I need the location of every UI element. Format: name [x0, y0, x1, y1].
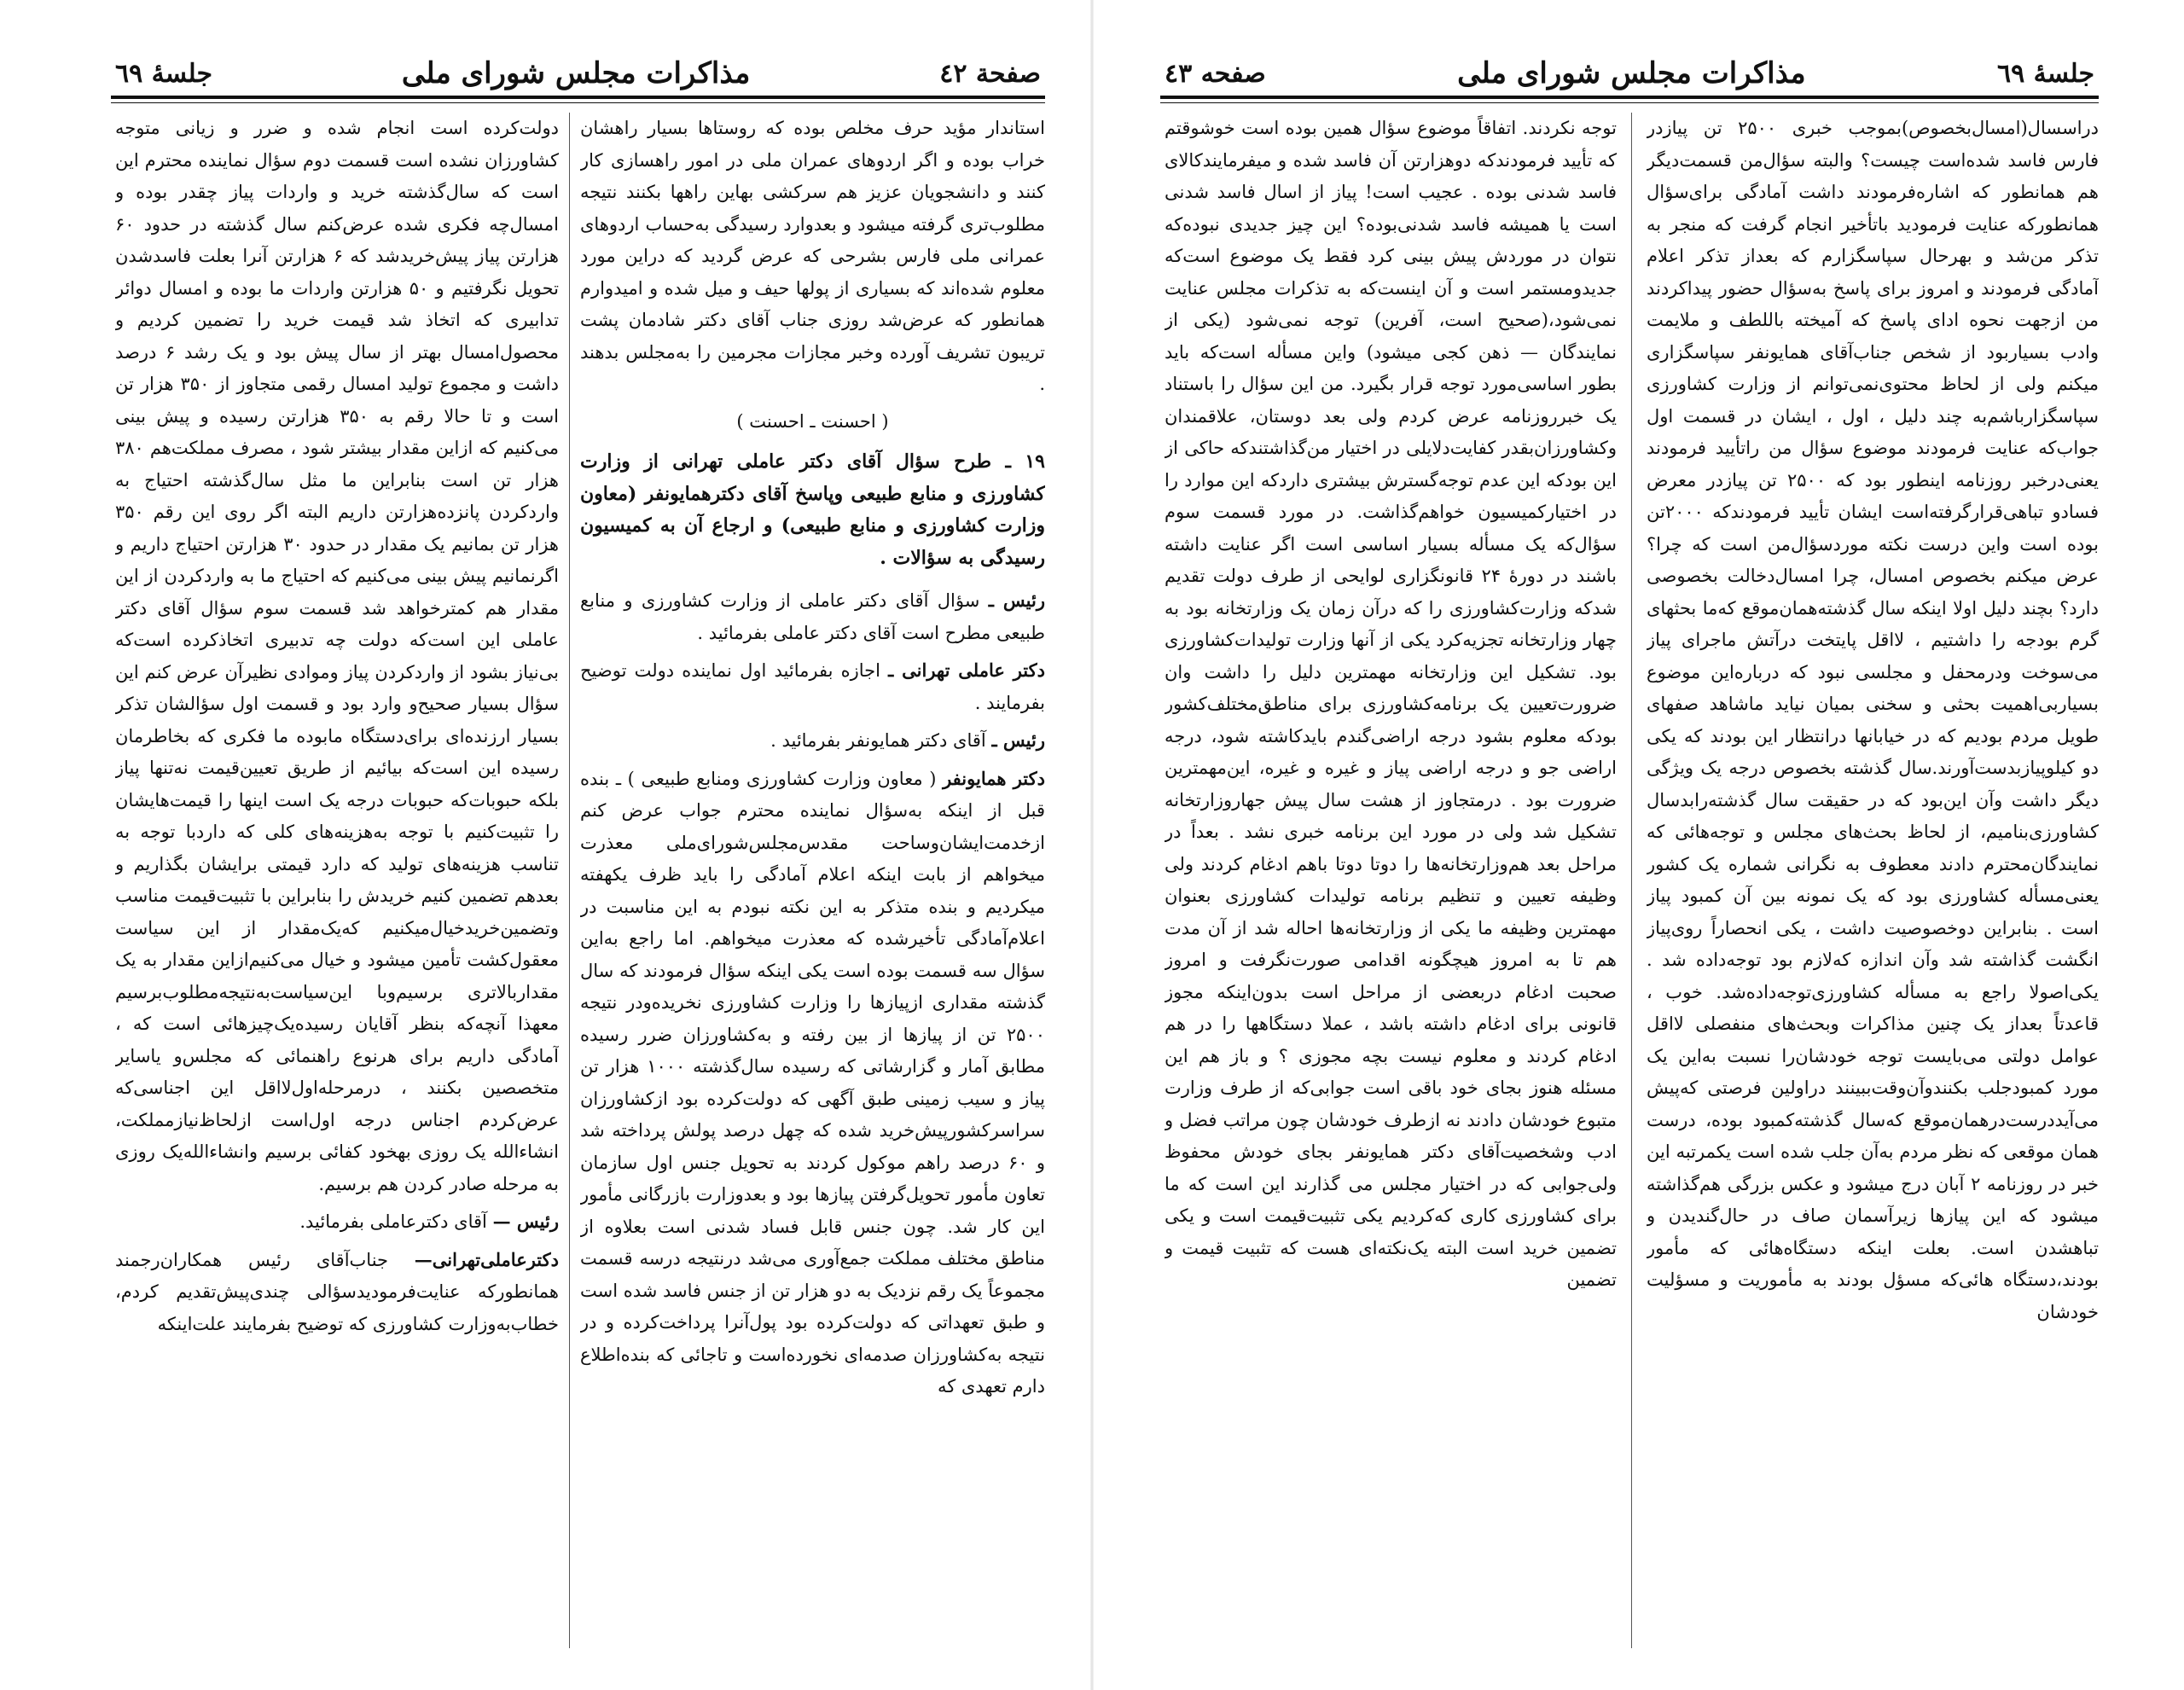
speech-paragraph [115, 1244, 559, 1341]
paragraph: دراسسال(امسال‌بخصوص)بموجب خبری ۲۵۰۰ تن پیازدر فارس فاسد شده‌است چیست؟ والبته سؤال‌من قسمت‌دیگر هم همانطور که اشاره‌فرمودند داشت آمادگی برای‌سؤال همانطور‌که عنایت فرمودید باتأخیر انجام گرفت که منجر به تذکر من‌شد و بهرحال سپاسگزارم که بعداز تذکر اعلام آمادگی فرمودند و امروز برای پاسخ به‌سؤال حضور پیداکردند من ازجهت نحوه ادای پاسخ که آمیخته باللطف و ملایمت وادب بسیاربود از شخص جناب‌آقای همایونفر سپاسگزاری میکنم ولی از لحاظ محتوی‌نمی‌توانم از وزارت کشاورزی سپاسگزارباشم‌به چند دلیل ، اول ، ایشان در قسمت اول جواب‌که عنایت فرمودند موضوع سؤال من را‌تأیید فرمودند یعنی‌درخبر روزنامه اینطور بود که ۲۵۰۰ تن پیازدر معرض فسادو تباهی‌قرارگرفته‌است ایشان تأیید فرمودند‌که ۲۰۰۰تن بوده است واین درست نکته موردسؤال‌من است که چرا؟ عرض میکنم بخصوص امسال، چرا امسال‌دخالت بخصوصی دارد؟ بچند دلیل اولا اینکه سال گذشته‌همان‌موقع که‌ما بحثهای گرم بودجه را داشتیم ، لااقل پایتخت درآتش ماجرای پیاز می‌سوخت ودرمحفل و مجلسی نبود که درباره‌این موضوع بسیاربی‌اهمیت بحثی و سخنی بمیان نیاید ماشاهد صفهای طویل مردم بودیم که در خیابانها درانتظار این بودند که یکی دو کیلوپیازبدست‌آورند.سال گذشته بخصوص درجه یک ویژگی دیگر داشت وآن این‌بود که در حقیقت سال گذشته‌رابدسال کشاورزی‌بنامیم، از لحاظ بحث‌های مجلس و توجه‌هائی که نمایندگان‌محترم دادند معطوف به نگرانی شماره یک کشور یعنی‌مسأله کشاورزی بود که یک نمونه بین آن کمبود پیاز است . بنابراین دوخصوصیت داشت ، یکی انحصاراً روی‌پیاز انگشت گذاشته شد وآن اندازه که‌لازم بود توجه‌داده شد . یکی‌اصولا راجع به مسأله کشاورزی‌توجه‌داده‌شد. خوب ، قاعدتاً بعداز یک چنین مذاکرات وبحث‌های منفصلی لااقل عوامل دولتی می‌بایست توجه خودشان‌را نسبت به‌این یک مورد کمبودجلب بکنندوآن‌وقت‌ببینند دراولین فرصتی که‌پیش می‌آیددرست‌درهمان‌موقع که‌سال گذشته‌کمبود بوده، درست همان موقعی که نظر مردم به‌آن جلب شده است یکمرتبه این خبر در روزنامه ۲ آبان درج میشود و عکس بزرگی هم‌گذاشته میشود که این پیازها زیرآسمان صاف در حال‌گندیدن و تباهشدن است. بعلت اینکه دستگاه‌هائی که مأمور بودند،دستگاه هائی‌که مسؤل بودند به مأموریت و مسؤلیت خودشان [1647, 118, 2099, 1322]
left-header-rule-thin [111, 102, 1045, 103]
speech-text: اجازه بفرمائید اول نماینده دولت توضیح بفرمایند . [580, 660, 1045, 713]
speech-paragraph [580, 654, 1045, 719]
left-page-column-left [115, 113, 559, 1656]
right-header-rule-thin [1160, 102, 2099, 103]
applause-note: ( احسنت ـ احسنت ) [736, 410, 889, 432]
speaker-name: دکتر عاملی تهرانی ـ [888, 659, 1045, 681]
speech-paragraph [580, 763, 1045, 1403]
speech-text: جناب‌آقای رئیس همکاران‌رجمند همانطور‌که عنایت‌فرمودیدسؤالی چندی‌پیش‌تقدیم کردم، خطاب‌به‌وزارت کشاورزی که توضیح بفرمایند علت‌اینکه [115, 1249, 559, 1334]
agenda-item-heading: ۱۹ ـ طرح سؤال آقای دکتر عاملی تهرانی از وزارت کشاورزی و منابع طبیعی وپاسخ آقای دکترهمایونفر (معاون وزارت کشاورزی و منابع طبیعی) و ارجاع آن به کمیسیون رسیدگی به سؤالات . [580, 450, 1045, 569]
speech-paragraph [580, 724, 1045, 758]
speaker-name: رئیس ـ [988, 589, 1045, 611]
speech-text: آقای دکتر همایونفر بفرمائید . [770, 730, 986, 751]
left-page-number: صفحة ٤٢ [939, 58, 1041, 89]
right-page-title: مذاکرات مجلس شورای ملی [1457, 56, 1806, 90]
left-page-column-right [580, 113, 1045, 1656]
speech-text: سؤال آقای دکتر عاملی از وزارت کشاورزی و منابع طبیعی مطرح است آقای دکتر عاملی بفرمائید . [580, 590, 1045, 643]
left-column-divider [569, 113, 570, 1648]
right-page-column-right [1647, 113, 2099, 1656]
speech-paragraph [580, 584, 1045, 649]
speaker-name: دکترعاملی‌تهرانی— [414, 1248, 559, 1270]
speaker-name: رئیس ـ [991, 729, 1045, 751]
left-header-rule [111, 96, 1045, 99]
right-page [1092, 0, 2184, 1690]
paragraph: توجه نکردند. اتفاقاً موضوع سؤال همین بوده است خوشوقتم که تأیید فرمودند‌که دوهزارتن آن فاسد شده و میفرمایند‌کالای فاسد شدنی بوده . عجیب است! پیاز از اسال فاسد شدنی است یا همیشه فاسد شدنی‌بوده؟ این چیز جدیدی نبوده‌که نتوان در موردش پیش بینی کرد فقط یک موضوع است‌که جدیدومستمر است و آن اینست‌که به تذکرات مجلس عنایت نمی‌شود،(صحیح است، آفرین) توجه نمی‌شود (یکی از نمایندگان — ذهن کجی میشود) واین مسأله است‌که باید بطور اساسی‌مورد توجه قرار بگیرد. من این سؤال را باستناد یک خبرروزنامه عرض کردم ولی بعد دوستان، علاقمندان وکشاورزان‌بقدر کفایت‌دلایلی در اختیار من‌گذاشتند‌که حاکی از این بود‌که این عدم توجه‌گسترش بیشتری داردکه این موارد را در اختیار‌کمیسیون خواهم‌گذاشت. در مورد قسمت سوم سؤال‌که یک مسأله بسیار اساسی است اگر عنایت داشته باشند در دورهٔ ۲۴ قانونگزاری لوایحی از طرف دولت تقدیم شد‌که وزارت‌کشاورزی را که در‌آن زمان یک وزارتخانه بود به چهار وزارتخانه تجزیه‌کرد یکی از آنها وزارت تولیدات‌کشاورزی بود. تشکیل این وزارتخانه مهمترین دلیل را داشت وان ضرورت‌تعیین یک برنامه‌کشاورزی برای مناطق‌مختلف‌کشور بود‌که معلوم بشود درجه اراضی‌گندم بایدکاشته شود، درجه اراضی جو و درجه اراضی پیاز و غیره و غیره، این‌مهمترین ضرورت بود . درمتجاوز از هشت سال پیش جهاروزارتخانه تشکیل شد ولی در مورد این برنامه خبری نشد . بعداً در مراحل بعد هم‌وزارتخانه‌ها را دوتا دوتا باهم ادغام کردند ولی وظیفه تعیین و تنظیم برنامه تولیدات کشاورزی بعنوان مهمترین وظیفه ما یکی از وزارتخانه‌ها احاله شد از آن مدت هم تا به امروز هیچگونه اقدامی صورت‌نگرفت و امروز صحبت ادغام دربعضی از مراحل است بدون‌اینکه مجوز قانونی برای ادغام داشته باشد ، عملا دستگاهها را در هم ادغام کردند و معلوم نیست بچه مجوزی ؟ و باز هم این مسئله هنوز بجای خود باقی است جوابی‌که از طرف وزارت متبوع خودشان دادند نه ازطرف خودشان چون مراتب فضل و ادب وشخصیت‌آقای دکتر همایونفر بجای خودش محفوظ ولی‌جوابی که در اختیار مجلس می گذارند این است که ما برای کشاورزی کاری که‌کردیم یکی تثبیت‌قیمت است و یکی تضمین خرید است البته یک‌نکته‌ای هست که تثبیت قیمت و تضمین [1165, 118, 1617, 1290]
speaker-name: رئیس — [492, 1211, 559, 1232]
speaker-name: دکتر همایونفر [943, 767, 1045, 789]
right-page-number: صفحه ٤٣ [1165, 58, 1266, 89]
right-page-header [1165, 53, 2094, 94]
speech-text: ( معاون وزارت کشاورزی ومنابع طبیعی ) ـ بنده قبل از اینکه به‌سؤال نماینده محترم جواب عرض کنم ازخدمت‌ایشان‌وساحت مقدس‌مجلس‌شورای‌ملی معذرت میخواهم از بابت اینکه اعلام آمادگی را باید ظرف یکهفته میکردیم و بنده متذکر به این نکته نبودم به این مناسبت در اعلام‌آمادگی تأخیرشده که معذرت میخواهم. اما راجع به‌این سؤال سه قسمت بوده است یکی اینکه سؤال فرمودند که سال گذشته مقداری ازپیازها را وزارت کشاورزی نخریده‌ودر نتیجه ۲۵۰۰ تن از پیازها از بین رفته و به‌کشاورزان ضرر رسیده مطابق آمار و گزارشاتی که رسیده سال‌گذشته ۱۰۰۰ هزار تن پیاز و سیب زمینی طبق آگهی که دولت‌کرده بود ازکشاورزان سراسرکشورپیش‌خرید شده که چهل درصد پولش پرداخته شد و ۶۰ درصد راهم موکول کردند به تحویل جنس اول سازمان تعاون مأمور تحویل‌گرفتن پیازها بود و بعدوزارت بازرگانی مأمور این کار شد. چون جنس قابل فساد شدنی است بعلاوه از مناطق مختلف مملکت جمع‌آوری می‌شد درنتیجه درسه قسمت مجموعاً یک رقم نزدیک به دو هزار تن از جنس فاسد شده است و طبق تعهداتی که دولت‌کرده بود پول‌آنرا پرداخت‌کرده و در نتیجه به‌کشاورزان صدمه‌ای نخورده‌است و تاجائی که بنده‌اطلاع دارم تعهدی که [580, 768, 1045, 1397]
left-session-label: جلسهٔ ٦٩ [115, 58, 213, 89]
right-header-rule [1160, 96, 2099, 99]
right-column-divider [1631, 113, 1632, 1648]
right-session-label: جلسهٔ ٦٩ [1996, 58, 2094, 89]
right-page-column-left [1165, 113, 1617, 1656]
speech-paragraph [115, 1205, 559, 1239]
paragraph: استاندار مؤید حرف مخلص بوده که روستاها بسیار راهشان خراب بوده و اگر اردوهای عمران ملی در امور راهسازی کار کنند و دانشجویان عزیز هم سرکشی بهاین راهها بکنند نتیجه مطلوب‌تری گرفته میشود و بعدوارد رسیدگی به‌حساب اردوهای عمرانی ملی فارس بشرحی که عرض گردید که دراین مورد معلوم شده‌اند که بسیاری از پولها حیف و میل شده و امیدوارم همانطور که عرض‌شد روزی جناب آقای دکتر شادمان پشت تریبون تشریف آورده وخبر مجازات مجرمین را به‌مجلس بدهند . [580, 118, 1045, 394]
speech-text: آقای دکترعاملی بفرمائید. [299, 1211, 487, 1232]
left-page-title: مذاکرات مجلس شورای ملی [401, 56, 751, 90]
left-page-header [115, 53, 1041, 94]
paragraph: دولت‌کرده است انجام شده و ضرر و زیانی متوجه کشاورزان نشده است قسمت دوم سؤال نماینده محترم این است که سال‌گذشته خرید و واردات پیاز چقدر بوده و امسال‌چه فکری شده عرض‌کنم سال گذشته در حدود ۶۰ هزارتن پیاز پیش‌خرید‌شد که ۶ هزارتن آنرا بعلت فاسدشدن تحویل نگرفتیم و ۵۰ هزارتن واردات ما بوده و امسال دوائر تدابیری که اتخاذ شد قیمت خرید را تضمین کردیم و محصول‌امسال بهتر از سال پیش بود و یک رشد ۶ درصد داشت و مجموع تولید امسال رقمی متجاوز از ۳۵۰ هزار تن است و تا حالا رقم به ۳۵۰ هزارتن رسیده و پیش بینی می‌کنیم که ازاین مقدار بیشتر شود ، مصرف مملکت‌هم ۳۸۰ هزار تن است بنابراین ما مثل سال‌گذشته احتیاج به واردکردن پانزده‌هزارتن داریم البته اگر روی این رقم ۳۵۰ هزار تن بمانیم یک مقدار در حدود ۳۰ هزارتن احتیاج داریم و اگرنمانیم پیش بینی می‌کنیم که احتیاج ما به واردکردن از این مقدار هم کمترخواهد شد قسمت سوم سؤال آقای دکتر عاملی این است‌که دولت چه تدبیری اتخاذ‌کرده است‌که بی‌نیاز بشود از واردکردن پیاز وموادی نظیرآن عرض کنم این سؤال بسیار صحیح‌و وارد بود و قسمت اول سؤالشان تذکر بسیار ارزنده‌ای برای‌دستگاه مابوده ما فکری که بخاطرمان رسیده این است‌که بیائیم از طریق تعیین‌قیمت نه‌تنها پیاز بلکه حبوبات‌که حبوبات درجه یک است اینها را قیمت‌هایشان را تثبیت‌کنیم با توجه به‌هزینه‌های کلی که داردبا توجه به تناسب هزینه‌های تولید که دارد قیمتی برایشان بگذاریم و بعدهم تضمین کنیم خریدش را بنابراین با تثبیت‌قیمت مناسب وتضمین‌خریدخیال‌میکنیم که‌یک‌مقدار از این سیاست معقول‌کشت تأمین میشود و خیال می‌کنیم‌ازاین مقدار به یک مقداربالاتری برسیم‌وبا این‌سیاست‌به‌نتیجه‌مطلوب‌برسیم معهذا آنچه‌که بنظر آقایان رسیده‌یک‌چیزهائی است که ، آمادگی داریم برای هرنوع راهنمائی که مجلس‌و یاسایر متخصصین بکنند ، درمرحله‌اول‌لااقل این اجناسی‌که عرض‌کردم اجناس درجه اول‌است ازلحاظ‌نیاز‌مملکت، انشاءالله یک روزی بهخود کفائی برسیم وانشاءالله‌یک روزی به مرحله صادر کردن هم برسیم. [115, 118, 559, 1194]
